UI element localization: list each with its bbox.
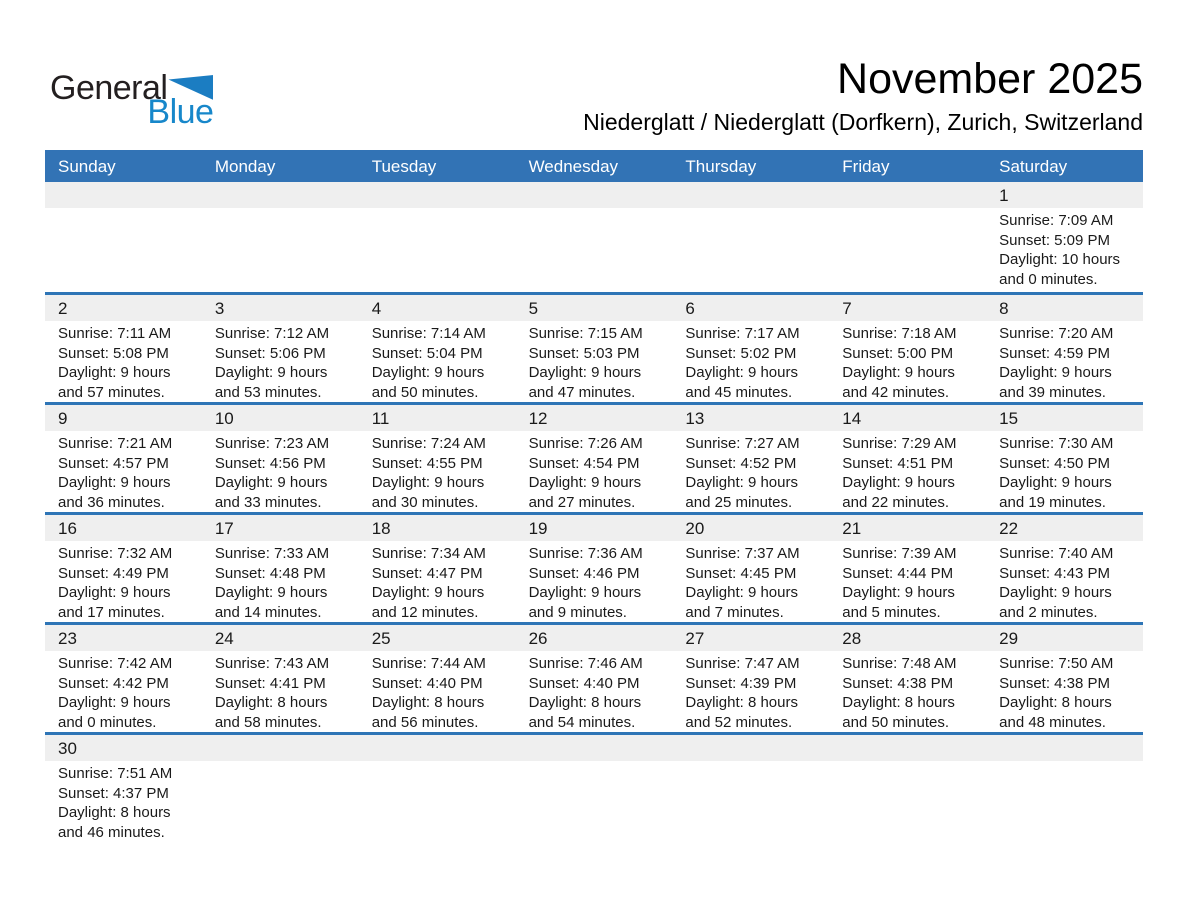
sunrise-text: Sunrise: 7:24 AM	[371, 435, 486, 452]
daylight-text-line2: and 57 minutes.	[58, 384, 165, 402]
daylight-text-line1: Daylight: 8 hours	[58, 804, 171, 822]
day-details	[45, 761, 202, 842]
daylight-text-line1: Daylight: 9 hours	[58, 474, 171, 492]
day-number-band	[202, 182, 359, 208]
day-details	[202, 321, 359, 402]
day-number-band: 28	[829, 625, 986, 651]
daylight-text-line1: Daylight: 9 hours	[528, 364, 642, 382]
logo-text-general: General	[50, 69, 168, 107]
day-details	[672, 651, 829, 732]
weekday-header: Tuesday	[371, 157, 437, 176]
calendar-week-row	[45, 512, 1143, 622]
day-details	[986, 541, 1143, 622]
daylight-text-line2: and 50 minutes.	[842, 714, 950, 732]
calendar-empty-cell	[672, 182, 829, 292]
weekday-header-row	[45, 150, 1143, 182]
day-number-band	[516, 735, 673, 761]
calendar-empty-cell	[516, 182, 673, 292]
daylight-text-line2: and 30 minutes.	[371, 494, 479, 512]
calendar-day-cell	[672, 405, 829, 512]
day-number-band: 7	[829, 295, 986, 321]
calendar-week-row	[45, 732, 1143, 842]
sunrise-text: Sunrise: 7:34 AM	[371, 545, 486, 562]
sunrise-text: Sunrise: 7:33 AM	[214, 545, 330, 562]
day-number-band: 25	[359, 625, 516, 651]
sunrise-text: Sunrise: 7:15 AM	[528, 325, 643, 342]
daylight-text-line2: and 53 minutes.	[214, 384, 322, 402]
calendar-day-cell	[986, 515, 1143, 622]
calendar-grid	[45, 182, 1143, 842]
day-details	[516, 651, 673, 732]
general-blue-logo	[50, 69, 214, 135]
daylight-text-line1: Daylight: 9 hours	[842, 584, 955, 602]
sunset-text: Sunset: 4:40 PM	[371, 674, 483, 692]
sunrise-text: Sunrise: 7:21 AM	[58, 435, 173, 452]
daylight-text-line2: and 56 minutes.	[371, 714, 479, 732]
sunset-text: Sunset: 5:04 PM	[371, 344, 483, 362]
sunrise-text: Sunrise: 7:32 AM	[58, 545, 173, 562]
sunset-text: Sunset: 4:46 PM	[528, 564, 640, 582]
calendar-day-cell	[45, 735, 202, 842]
day-details	[672, 541, 829, 622]
daylight-text-line1: Daylight: 9 hours	[58, 584, 171, 602]
sunrise-text: Sunrise: 7:18 AM	[842, 325, 957, 342]
calendar-day-cell	[986, 625, 1143, 732]
sunrise-text: Sunrise: 7:11 AM	[58, 325, 172, 342]
daylight-text-line1: Daylight: 9 hours	[999, 364, 1112, 382]
weekday-header: Sunday	[58, 157, 116, 176]
sunrise-text: Sunrise: 7:23 AM	[214, 435, 330, 452]
day-details	[986, 321, 1143, 402]
daylight-text-line1: Daylight: 9 hours	[685, 474, 798, 492]
sunrise-text: Sunrise: 7:27 AM	[685, 435, 800, 452]
daylight-text-line1: Daylight: 9 hours	[371, 584, 485, 602]
title-block	[583, 56, 1143, 137]
daylight-text-line2: and 9 minutes.	[528, 604, 627, 622]
daylight-text-line2: and 58 minutes.	[214, 714, 322, 732]
day-details	[829, 651, 986, 732]
day-number-band: 4	[359, 295, 516, 321]
sunrise-text: Sunrise: 7:09 AM	[999, 212, 1114, 229]
calendar-day-cell	[986, 405, 1143, 512]
calendar-day-cell	[45, 515, 202, 622]
sunrise-text: Sunrise: 7:30 AM	[999, 435, 1114, 452]
daylight-text-line2: and 47 minutes.	[528, 384, 636, 402]
sunrise-text: Sunrise: 7:43 AM	[214, 655, 330, 672]
day-details	[672, 321, 829, 402]
daylight-text-line1: Daylight: 9 hours	[58, 694, 171, 712]
daylight-text-line1: Daylight: 10 hours	[999, 251, 1121, 269]
day-number-band	[45, 182, 202, 208]
day-number-band	[516, 182, 673, 208]
day-number-band: 23	[45, 625, 202, 651]
calendar-day-cell	[829, 405, 986, 512]
calendar-empty-cell	[986, 735, 1143, 842]
calendar-day-cell	[202, 515, 359, 622]
day-details	[829, 431, 986, 512]
calendar-empty-cell	[672, 735, 829, 842]
day-number-band: 17	[202, 515, 359, 541]
day-details	[986, 651, 1143, 732]
sunset-text: Sunset: 4:43 PM	[999, 564, 1111, 582]
day-number-band	[672, 182, 829, 208]
calendar-day-cell	[202, 295, 359, 402]
sunrise-text: Sunrise: 7:37 AM	[685, 545, 800, 562]
daylight-text-line1: Daylight: 9 hours	[371, 364, 485, 382]
location-subtitle: Niederglatt / Niederglatt (Dorfkern), Zurich, Switzerland	[583, 109, 1143, 135]
sunrise-text: Sunrise: 7:29 AM	[842, 435, 957, 452]
sunrise-text: Sunrise: 7:42 AM	[58, 655, 173, 672]
daylight-text-line2: and 25 minutes.	[685, 494, 793, 512]
daylight-text-line1: Daylight: 8 hours	[842, 694, 955, 712]
sunset-text: Sunset: 5:06 PM	[214, 344, 326, 362]
daylight-text-line1: Daylight: 9 hours	[842, 364, 955, 382]
calendar-day-cell	[202, 405, 359, 512]
sunset-text: Sunset: 4:45 PM	[685, 564, 797, 582]
weekday-header: Saturday	[999, 157, 1068, 176]
day-number-band: 3	[202, 295, 359, 321]
sunrise-text: Sunrise: 7:36 AM	[528, 545, 643, 562]
weekday-header: Thursday	[685, 157, 757, 176]
day-details	[516, 321, 673, 402]
daylight-text-line2: and 0 minutes.	[58, 714, 157, 732]
day-number-band: 11	[359, 405, 516, 431]
day-number-band: 9	[45, 405, 202, 431]
sunset-text: Sunset: 4:48 PM	[214, 564, 326, 582]
daylight-text-line1: Daylight: 9 hours	[528, 474, 642, 492]
sunset-text: Sunset: 4:40 PM	[528, 674, 640, 692]
day-number-band: 19	[516, 515, 673, 541]
calendar-day-cell	[45, 625, 202, 732]
sunset-text: Sunset: 4:52 PM	[685, 454, 797, 472]
daylight-text-line1: Daylight: 9 hours	[685, 364, 798, 382]
daylight-text-line2: and 46 minutes.	[58, 824, 165, 842]
calendar-day-cell	[202, 625, 359, 732]
day-number-band	[202, 735, 359, 761]
daylight-text-line2: and 17 minutes.	[58, 604, 165, 622]
sunset-text: Sunset: 4:49 PM	[58, 564, 169, 582]
calendar-day-cell	[829, 515, 986, 622]
calendar-day-cell	[516, 405, 673, 512]
daylight-text-line1: Daylight: 9 hours	[214, 474, 328, 492]
day-number-band: 18	[359, 515, 516, 541]
calendar-day-cell	[359, 295, 516, 402]
day-details	[45, 541, 202, 622]
daylight-text-line1: Daylight: 9 hours	[999, 474, 1112, 492]
calendar-day-cell	[516, 625, 673, 732]
daylight-text-line1: Daylight: 9 hours	[528, 584, 642, 602]
daylight-text-line2: and 36 minutes.	[58, 494, 165, 512]
daylight-text-line2: and 45 minutes.	[685, 384, 793, 402]
daylight-text-line2: and 54 minutes.	[528, 714, 636, 732]
day-number-band	[829, 182, 986, 208]
calendar-day-cell	[359, 405, 516, 512]
sunrise-text: Sunrise: 7:40 AM	[999, 545, 1114, 562]
day-number-band	[672, 735, 829, 761]
daylight-text-line2: and 52 minutes.	[685, 714, 793, 732]
day-number-band: 26	[516, 625, 673, 651]
day-number-band: 6	[672, 295, 829, 321]
month-title: November 2025	[837, 55, 1143, 103]
calendar-day-cell	[829, 295, 986, 402]
day-number-band: 15	[986, 405, 1143, 431]
daylight-text-line2: and 0 minutes.	[999, 271, 1098, 289]
daylight-text-line1: Daylight: 8 hours	[371, 694, 485, 712]
logo-text-blue: Blue	[147, 93, 214, 131]
sunset-text: Sunset: 4:47 PM	[371, 564, 483, 582]
weekday-header: Monday	[214, 157, 276, 176]
daylight-text-line1: Daylight: 8 hours	[999, 694, 1112, 712]
daylight-text-line2: and 5 minutes.	[842, 604, 941, 622]
day-number-band	[829, 735, 986, 761]
day-number-band: 21	[829, 515, 986, 541]
day-number-band	[359, 182, 516, 208]
sunrise-text: Sunrise: 7:12 AM	[214, 325, 330, 342]
calendar-day-cell	[45, 405, 202, 512]
sunset-text: Sunset: 5:03 PM	[528, 344, 640, 362]
sunset-text: Sunset: 4:57 PM	[58, 454, 169, 472]
sunrise-text: Sunrise: 7:44 AM	[371, 655, 486, 672]
sunset-text: Sunset: 4:56 PM	[214, 454, 326, 472]
daylight-text-line2: and 22 minutes.	[842, 494, 950, 512]
daylight-text-line1: Daylight: 9 hours	[58, 364, 171, 382]
day-details	[829, 541, 986, 622]
sunset-text: Sunset: 4:54 PM	[528, 454, 640, 472]
daylight-text-line2: and 12 minutes.	[371, 604, 479, 622]
sunset-text: Sunset: 4:44 PM	[842, 564, 954, 582]
daylight-text-line1: Daylight: 9 hours	[999, 584, 1112, 602]
sunset-text: Sunset: 4:59 PM	[999, 344, 1111, 362]
calendar-day-cell	[986, 182, 1143, 292]
day-number-band: 2	[45, 295, 202, 321]
day-number-band: 8	[986, 295, 1143, 321]
sunset-text: Sunset: 4:50 PM	[999, 454, 1111, 472]
calendar-empty-cell	[516, 735, 673, 842]
day-details	[829, 321, 986, 402]
weekday-header: Wednesday	[528, 157, 619, 176]
day-details	[516, 541, 673, 622]
daylight-text-line2: and 27 minutes.	[528, 494, 636, 512]
day-number-band: 20	[672, 515, 829, 541]
day-details	[359, 431, 516, 512]
day-details	[672, 431, 829, 512]
weekday-header: Friday	[842, 157, 890, 176]
calendar-day-cell	[359, 515, 516, 622]
day-number-band: 14	[829, 405, 986, 431]
day-details	[986, 431, 1143, 512]
day-details	[359, 651, 516, 732]
daylight-text-line1: Daylight: 8 hours	[528, 694, 642, 712]
sunset-text: Sunset: 4:51 PM	[842, 454, 954, 472]
day-number-band	[986, 735, 1143, 761]
sunrise-text: Sunrise: 7:26 AM	[528, 435, 643, 452]
calendar-empty-cell	[829, 182, 986, 292]
daylight-text-line1: Daylight: 8 hours	[685, 694, 798, 712]
calendar-week-row	[45, 402, 1143, 512]
day-number-band: 27	[672, 625, 829, 651]
sunset-text: Sunset: 4:55 PM	[371, 454, 483, 472]
calendar-day-cell	[516, 295, 673, 402]
calendar-day-cell	[672, 515, 829, 622]
sunrise-text: Sunrise: 7:17 AM	[685, 325, 800, 342]
sunset-text: Sunset: 4:37 PM	[58, 784, 169, 802]
day-details	[45, 321, 202, 402]
calendar-day-cell	[672, 295, 829, 402]
sunset-text: Sunset: 4:38 PM	[999, 674, 1111, 692]
daylight-text-line2: and 48 minutes.	[999, 714, 1106, 732]
daylight-text-line1: Daylight: 9 hours	[685, 584, 798, 602]
calendar-week-row	[45, 292, 1143, 402]
sunrise-text: Sunrise: 7:47 AM	[685, 655, 800, 672]
daylight-text-line1: Daylight: 9 hours	[214, 584, 328, 602]
calendar-empty-cell	[202, 735, 359, 842]
sunrise-text: Sunrise: 7:39 AM	[842, 545, 957, 562]
day-number-band: 12	[516, 405, 673, 431]
sunset-text: Sunset: 4:39 PM	[685, 674, 797, 692]
calendar-empty-cell	[829, 735, 986, 842]
daylight-text-line1: Daylight: 9 hours	[842, 474, 955, 492]
calendar-empty-cell	[202, 182, 359, 292]
day-number-band: 24	[202, 625, 359, 651]
sunrise-text: Sunrise: 7:48 AM	[842, 655, 957, 672]
calendar-week-row	[45, 622, 1143, 732]
daylight-text-line2: and 14 minutes.	[214, 604, 322, 622]
day-details	[359, 541, 516, 622]
calendar-day-cell	[986, 295, 1143, 402]
calendar-day-cell	[672, 625, 829, 732]
day-number-band: 10	[202, 405, 359, 431]
daylight-text-line2: and 39 minutes.	[999, 384, 1106, 402]
day-number-band: 22	[986, 515, 1143, 541]
page-header	[0, 0, 1188, 137]
day-details	[359, 321, 516, 402]
calendar-day-cell	[829, 625, 986, 732]
daylight-text-line2: and 33 minutes.	[214, 494, 322, 512]
day-details	[986, 208, 1143, 290]
sunset-text: Sunset: 5:08 PM	[58, 344, 169, 362]
day-number-band: 5	[516, 295, 673, 321]
daylight-text-line2: and 50 minutes.	[371, 384, 479, 402]
day-number-band: 1	[986, 182, 1143, 208]
day-number-band: 13	[672, 405, 829, 431]
day-details	[45, 431, 202, 512]
calendar-day-cell	[45, 295, 202, 402]
sunrise-text: Sunrise: 7:20 AM	[999, 325, 1114, 342]
day-number-band	[359, 735, 516, 761]
day-number-band: 30	[45, 735, 202, 761]
calendar-empty-cell	[359, 182, 516, 292]
daylight-text-line2: and 19 minutes.	[999, 494, 1106, 512]
sunset-text: Sunset: 5:00 PM	[842, 344, 954, 362]
daylight-text-line2: and 42 minutes.	[842, 384, 950, 402]
sunset-text: Sunset: 5:02 PM	[685, 344, 797, 362]
day-details	[516, 431, 673, 512]
day-details	[45, 651, 202, 732]
day-number-band: 29	[986, 625, 1143, 651]
day-details	[202, 431, 359, 512]
calendar-day-cell	[516, 515, 673, 622]
daylight-text-line1: Daylight: 9 hours	[214, 364, 328, 382]
sunrise-text: Sunrise: 7:46 AM	[528, 655, 643, 672]
day-number-band: 16	[45, 515, 202, 541]
sunset-text: Sunset: 4:41 PM	[214, 674, 326, 692]
calendar-empty-cell	[359, 735, 516, 842]
daylight-text-line2: and 7 minutes.	[685, 604, 784, 622]
day-details	[202, 651, 359, 732]
day-details	[202, 541, 359, 622]
calendar-week-row	[45, 182, 1143, 292]
daylight-text-line2: and 2 minutes.	[999, 604, 1098, 622]
sunset-text: Sunset: 4:38 PM	[842, 674, 954, 692]
sunrise-text: Sunrise: 7:50 AM	[999, 655, 1114, 672]
sunrise-text: Sunrise: 7:14 AM	[371, 325, 486, 342]
sunset-text: Sunset: 5:09 PM	[999, 231, 1111, 249]
calendar	[45, 150, 1143, 842]
calendar-day-cell	[359, 625, 516, 732]
sunset-text: Sunset: 4:42 PM	[58, 674, 169, 692]
daylight-text-line1: Daylight: 8 hours	[214, 694, 328, 712]
sunrise-text: Sunrise: 7:51 AM	[58, 765, 173, 782]
daylight-text-line1: Daylight: 9 hours	[371, 474, 485, 492]
calendar-empty-cell	[45, 182, 202, 292]
